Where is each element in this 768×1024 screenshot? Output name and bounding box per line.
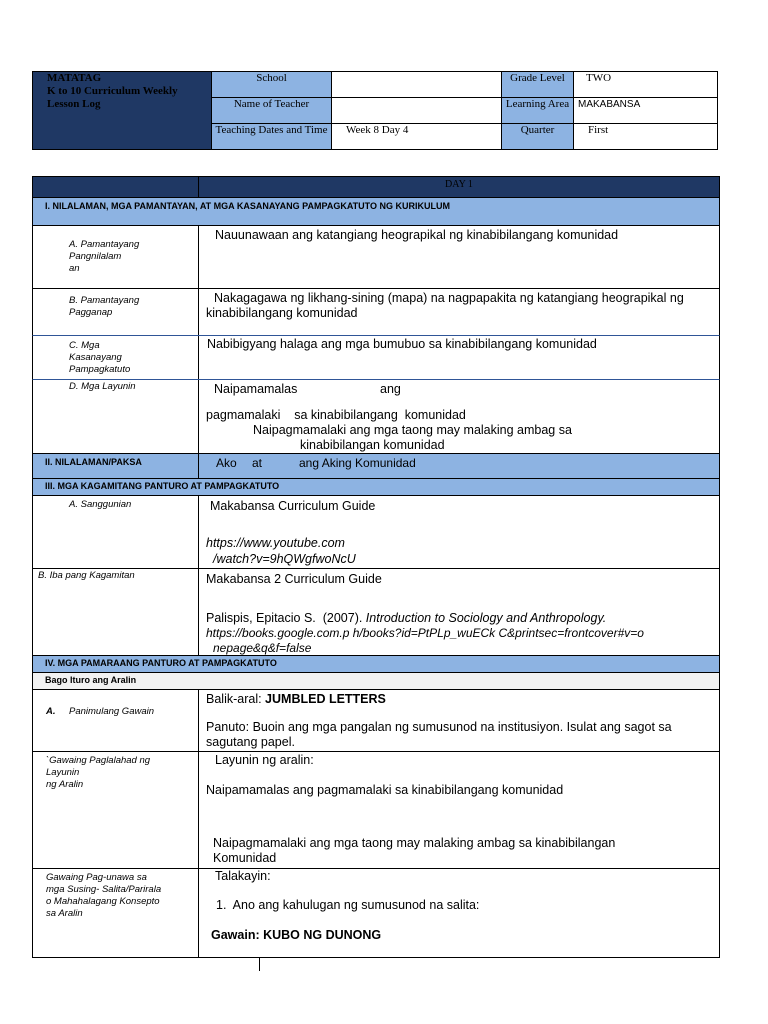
iba-label: B. Iba pang Kagamitan bbox=[38, 570, 135, 581]
row-iba-pang-kagamitan bbox=[32, 568, 720, 655]
paglalahad-line2: Naipamamalas ang pagmamalaki sa kinabibilangang komunidad bbox=[206, 783, 564, 797]
paglalahad-line3: Naipagmamalaki ang mga taong may malaking ambag sa kinabibilangan bbox=[213, 836, 616, 850]
paksa-word-1: Ako bbox=[216, 456, 237, 470]
teacher-value bbox=[331, 98, 501, 124]
iba-line2: Palispis, Epitacio S. (2007). Introduction to Sociology and Anthropology. bbox=[206, 611, 607, 625]
dates-label: Teaching Dates and Time bbox=[211, 124, 331, 149]
learning-area-label: Learning Area bbox=[501, 98, 573, 124]
lesson-log-table bbox=[32, 176, 720, 958]
row-d-line1a: Naipamamalas bbox=[214, 382, 298, 396]
panimulang-letter: A. bbox=[46, 706, 56, 717]
row-a-content: Nauunawaan ang katangiang heograpikal ng kinabibilangang komunidad bbox=[215, 228, 619, 242]
page-edge-mark bbox=[259, 958, 260, 971]
row-mga-layunin bbox=[32, 379, 720, 453]
row-b-content: Nakagagawa ng likhang-sining (mapa) na nagpapakita ng katangiang heograpikal ng kinabibilangang komunidad bbox=[206, 291, 684, 320]
grade-label: Grade Level bbox=[501, 72, 573, 98]
row-kasanayang-pampagkatuto bbox=[32, 335, 720, 379]
row-c-label: C. Mga Kasanayang Pampagkatuto bbox=[69, 340, 131, 375]
row-d-label: D. Mga Layunin bbox=[69, 381, 136, 392]
row-d-line2: pagmamalaki sa kinabibilangang komunidad bbox=[206, 408, 466, 422]
section-2-header bbox=[32, 453, 720, 478]
row-c-content: Nabibigyang halaga ang mga bumubuo sa kinabibilangang komunidad bbox=[207, 337, 597, 351]
pag-unawa-line1: Talakayin: bbox=[215, 869, 271, 883]
row-d-line4: kinabibilangan komunidad bbox=[300, 438, 445, 452]
sanggunian-line2: https://www.youtube.com bbox=[206, 536, 345, 550]
sanggunian-label: A. Sanggunian bbox=[69, 499, 132, 510]
iba-line1: Makabansa 2 Curriculum Guide bbox=[206, 572, 382, 586]
row-panimulang-gawain bbox=[32, 689, 720, 751]
learning-area-value: MAKABANSA bbox=[573, 98, 717, 124]
bago-ituro-label: Bago Ituro ang Aralin bbox=[45, 675, 137, 685]
iba-line4: nepage&q&f=false bbox=[213, 641, 312, 655]
bago-ituro-row bbox=[32, 672, 720, 689]
paglalahad-line1: Layunin ng aralin: bbox=[215, 753, 314, 767]
row-pamantayang-pagganap bbox=[32, 288, 720, 335]
panimulang-line1: Balik-aral: JUMBLED LETTERS bbox=[206, 692, 386, 706]
row-b-label: B. Pamantayang Pagganap bbox=[69, 295, 140, 318]
paglalahad-label: `Gawaing Paglalahad ng Layunin ng Aralin bbox=[46, 755, 151, 790]
grade-value: TWO bbox=[573, 72, 717, 98]
section-1-title: I. NILALAMAN, MGA PAMANTAYAN, AT MGA KASANAYANG PAMPAGKATUTO NG KURIKULUM bbox=[45, 201, 450, 211]
iba-line3: https://books.google.com.p h/books?id=PtPLp_wuECk C&printsec=frontcover#v=o bbox=[206, 626, 644, 640]
day-label: DAY 1 bbox=[445, 179, 473, 190]
row-gawaing-pag-unawa bbox=[32, 868, 720, 958]
dates-value: Week 8 Day 4 bbox=[331, 124, 501, 149]
section-4-title: IV. MGA PAMARAANG PANTURO AT PAMPAGKATUTO bbox=[45, 658, 277, 668]
section-3-title: III. MGA KAGAMITANG PANTURO AT PAMPAGKATUTO bbox=[45, 481, 280, 491]
section-3-header bbox=[32, 478, 720, 495]
quarter-value: First bbox=[573, 124, 717, 149]
sanggunian-line1: Makabansa Curriculum Guide bbox=[210, 499, 376, 513]
school-value bbox=[331, 72, 501, 98]
quarter-label: Quarter bbox=[501, 124, 573, 149]
row-gawaing-paglalahad bbox=[32, 751, 720, 868]
row-pamantayang-pangnilalaman bbox=[32, 225, 720, 288]
sanggunian-line3: /watch?v=9hQWgfwoNcU bbox=[213, 552, 356, 566]
paksa-word-2: at bbox=[252, 456, 263, 470]
panimulang-label: Panimulang Gawain bbox=[69, 706, 155, 717]
header-title: MATATAG K to 10 Curriculum Weekly Lesson Log bbox=[47, 72, 178, 110]
row-d-line1b: ang bbox=[380, 382, 401, 396]
teacher-label: Name of Teacher bbox=[211, 98, 331, 124]
header-title-block bbox=[33, 72, 211, 149]
row-a-label: A. Pamantayang Pangnilalam an bbox=[69, 239, 140, 274]
section-2-title: II. NILALAMAN/PAKSA bbox=[45, 457, 142, 467]
panimulang-line2: Panuto: Buoin ang mga pangalan ng sumusunod na institusiyon. Isulat ang sagot sa sagutang papel. bbox=[206, 720, 672, 749]
lesson-log-header bbox=[32, 71, 718, 150]
school-label: School bbox=[211, 72, 331, 98]
row-d-line3: Naipagmamalaki ang mga taong may malaking ambag sa bbox=[253, 423, 572, 437]
paksa-word-3: ang Aking Komunidad bbox=[299, 456, 416, 470]
row-sanggunian bbox=[32, 495, 720, 568]
day-header-row bbox=[32, 176, 720, 197]
paglalahad-line4: Komunidad bbox=[213, 851, 277, 865]
pag-unawa-line3: Gawain: KUBO NG DUNONG bbox=[211, 928, 382, 942]
section-4-header bbox=[32, 655, 720, 672]
section-1-header bbox=[32, 197, 720, 225]
pag-unawa-label: Gawaing Pag-unawa sa mga Susing- Salita/Parirala o Mahahalagang Konsepto sa Aralin bbox=[46, 872, 162, 919]
pag-unawa-line2: 1. Ano ang kahulugan ng sumusunod na salita: bbox=[216, 898, 480, 912]
